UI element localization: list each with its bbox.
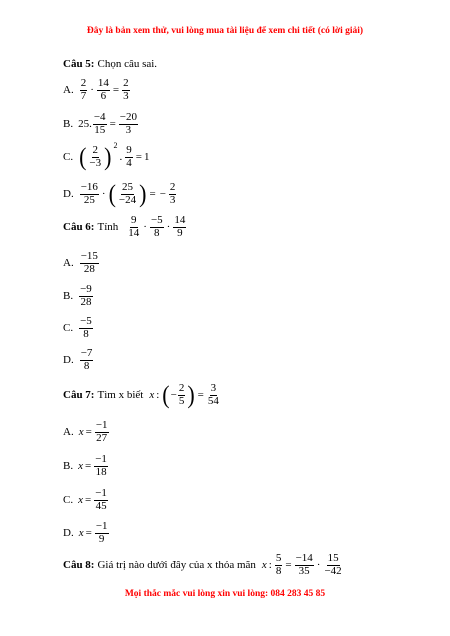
operator: = — [85, 426, 92, 439]
option-label: D. — [63, 354, 74, 367]
preview-banner: Đây là bản xem thử, vui lòng mua tài liệu để xem chi tiết (có lời giải) — [86, 26, 364, 36]
fraction — [97, 78, 110, 102]
denominator: 7 — [80, 89, 87, 102]
denominator: 45 — [95, 499, 107, 512]
fraction — [127, 215, 140, 239]
denominator: 18 — [95, 465, 107, 478]
numerator: 5 — [275, 552, 282, 564]
option-6c — [63, 316, 94, 340]
denominator: 35 — [298, 564, 310, 577]
denominator: 9 — [98, 532, 105, 545]
left-paren: ( — [162, 380, 170, 409]
operator: = — [84, 494, 92, 507]
option-label: C. — [63, 494, 74, 507]
denominator: 8 — [83, 359, 90, 372]
denominator: 25 — [83, 193, 95, 206]
fraction — [80, 251, 99, 275]
option-7c — [63, 488, 109, 512]
fraction — [88, 145, 102, 169]
option-6d — [63, 348, 94, 372]
fraction — [79, 316, 93, 340]
variable: x — [78, 494, 83, 507]
numerator: 15 — [327, 552, 339, 564]
denominator: 27 — [96, 431, 108, 444]
numerator: 25 — [122, 181, 134, 193]
numerator: −15 — [80, 250, 98, 262]
option-6b — [63, 284, 94, 308]
operator: · — [101, 188, 106, 201]
fraction — [275, 553, 283, 577]
denominator: 28 — [80, 295, 92, 308]
denominator: 14 — [128, 226, 140, 239]
fraction — [95, 521, 109, 545]
question-8 — [63, 553, 344, 577]
numerator: −1 — [95, 419, 108, 431]
option-label: B. — [63, 460, 74, 473]
right-paren: ) — [104, 142, 112, 171]
option-5c — [63, 141, 150, 171]
minus-sign: − — [159, 188, 166, 201]
denominator: −42 — [324, 564, 342, 577]
operator: = — [112, 84, 120, 97]
exponent: 2 — [113, 141, 118, 150]
option-label: B. — [63, 290, 74, 303]
denominator: 28 — [83, 262, 95, 275]
denominator: 15 — [94, 123, 106, 136]
operator: · — [90, 84, 94, 97]
numerator: −1 — [95, 453, 107, 465]
denominator: 8 — [275, 564, 282, 577]
coefficient: 25. — [78, 118, 92, 131]
question-label: Câu 7: — [63, 389, 95, 402]
numerator: 14 — [97, 77, 109, 89]
option-7b — [63, 454, 109, 478]
question-text: Giá trị nào dưới đây của x thỏa mãn — [97, 559, 256, 572]
operator: . — [119, 151, 123, 164]
option-6a — [63, 251, 100, 275]
question-label: Câu 6: — [63, 221, 95, 234]
question-text: Chọn câu sai. — [97, 58, 158, 70]
minus-sign: − — [170, 389, 177, 402]
fraction — [95, 420, 109, 444]
numerator: −5 — [80, 315, 92, 327]
denominator: 4 — [126, 156, 132, 169]
option-label: B. — [63, 118, 74, 131]
question-7 — [63, 380, 221, 409]
fraction — [80, 348, 94, 372]
operator: = — [135, 151, 142, 164]
question-6 — [63, 215, 187, 239]
operator: = — [84, 460, 92, 473]
fraction — [118, 182, 137, 206]
fraction — [173, 215, 186, 239]
question-text: Tính — [97, 221, 119, 234]
operator: = — [85, 527, 92, 540]
question-label: Câu 5: — [63, 58, 95, 70]
operator: : — [268, 559, 272, 572]
numerator: −20 — [119, 111, 137, 123]
numerator: −1 — [95, 520, 108, 532]
operator: = — [197, 389, 204, 402]
operator: : — [156, 389, 160, 402]
fraction — [94, 488, 108, 512]
contact-banner: Mọi thắc mắc vui lòng xin vui lòng: 084 283 45 85 — [124, 589, 326, 599]
fraction — [79, 284, 93, 308]
denominator: 54 — [207, 394, 219, 407]
numerator: −1 — [95, 487, 107, 499]
variable: x — [78, 527, 84, 540]
option-label: A. — [63, 257, 74, 270]
denominator: 5 — [178, 394, 185, 407]
right-paren: ) — [187, 380, 195, 409]
option-label: A. — [63, 84, 74, 97]
numerator: 9 — [131, 214, 137, 226]
variable: x — [261, 559, 267, 572]
operator: = — [285, 559, 292, 572]
option-label: A. — [63, 426, 74, 439]
right-paren: ) — [139, 179, 147, 208]
option-7a — [63, 420, 110, 444]
option-label: C. — [63, 151, 74, 164]
fraction — [178, 383, 186, 407]
operator: = — [109, 118, 116, 131]
fraction — [207, 383, 220, 407]
fraction — [80, 182, 99, 206]
numerator: 14 — [174, 214, 186, 226]
fraction — [295, 553, 314, 577]
operator: · — [316, 559, 321, 572]
fraction — [119, 112, 138, 136]
question-label: Câu 8: — [63, 559, 95, 572]
fraction — [125, 145, 133, 169]
numerator: −5 — [150, 214, 163, 226]
left-paren: ( — [108, 179, 116, 208]
operator: = — [149, 188, 156, 201]
numerator: −4 — [93, 111, 106, 123]
result: 1 — [143, 151, 150, 164]
option-7d — [63, 521, 110, 545]
numerator: 9 — [126, 144, 132, 156]
numerator: −14 — [295, 552, 313, 564]
operator: · — [166, 221, 171, 234]
numerator: 2 — [169, 181, 176, 193]
option-5a — [63, 78, 131, 102]
denominator: 8 — [83, 327, 89, 340]
fraction — [93, 112, 107, 136]
question-text: Tìm x biết — [97, 389, 144, 402]
fraction — [94, 454, 108, 478]
operator: · — [143, 221, 147, 234]
denominator: 3 — [169, 193, 176, 206]
numerator: 3 — [210, 382, 217, 394]
fraction — [323, 553, 342, 577]
denominator: −24 — [118, 193, 137, 206]
option-label: D. — [63, 527, 74, 540]
denominator: 9 — [177, 226, 183, 239]
denominator: 8 — [154, 226, 160, 239]
variable: x — [78, 460, 83, 473]
variable: x — [149, 389, 155, 402]
denominator: 3 — [125, 123, 132, 136]
variable: x — [78, 426, 84, 439]
fraction — [80, 78, 88, 102]
numerator: −7 — [80, 347, 93, 359]
numerator: 2 — [80, 77, 87, 89]
fraction — [169, 182, 177, 206]
fraction — [150, 215, 164, 239]
option-5d — [63, 179, 177, 208]
denominator: 6 — [100, 89, 107, 102]
fraction — [122, 78, 130, 102]
option-5b — [63, 112, 139, 136]
numerator: 2 — [92, 144, 99, 156]
numerator: 2 — [178, 382, 185, 394]
option-label: C. — [63, 322, 74, 335]
question-5 — [63, 58, 157, 70]
numerator: −9 — [80, 283, 92, 295]
denominator: −3 — [89, 156, 102, 169]
option-label: D. — [63, 188, 74, 201]
numerator: 2 — [123, 77, 129, 89]
left-paren: ( — [79, 142, 87, 171]
denominator: 3 — [123, 89, 129, 102]
numerator: −16 — [80, 181, 98, 193]
